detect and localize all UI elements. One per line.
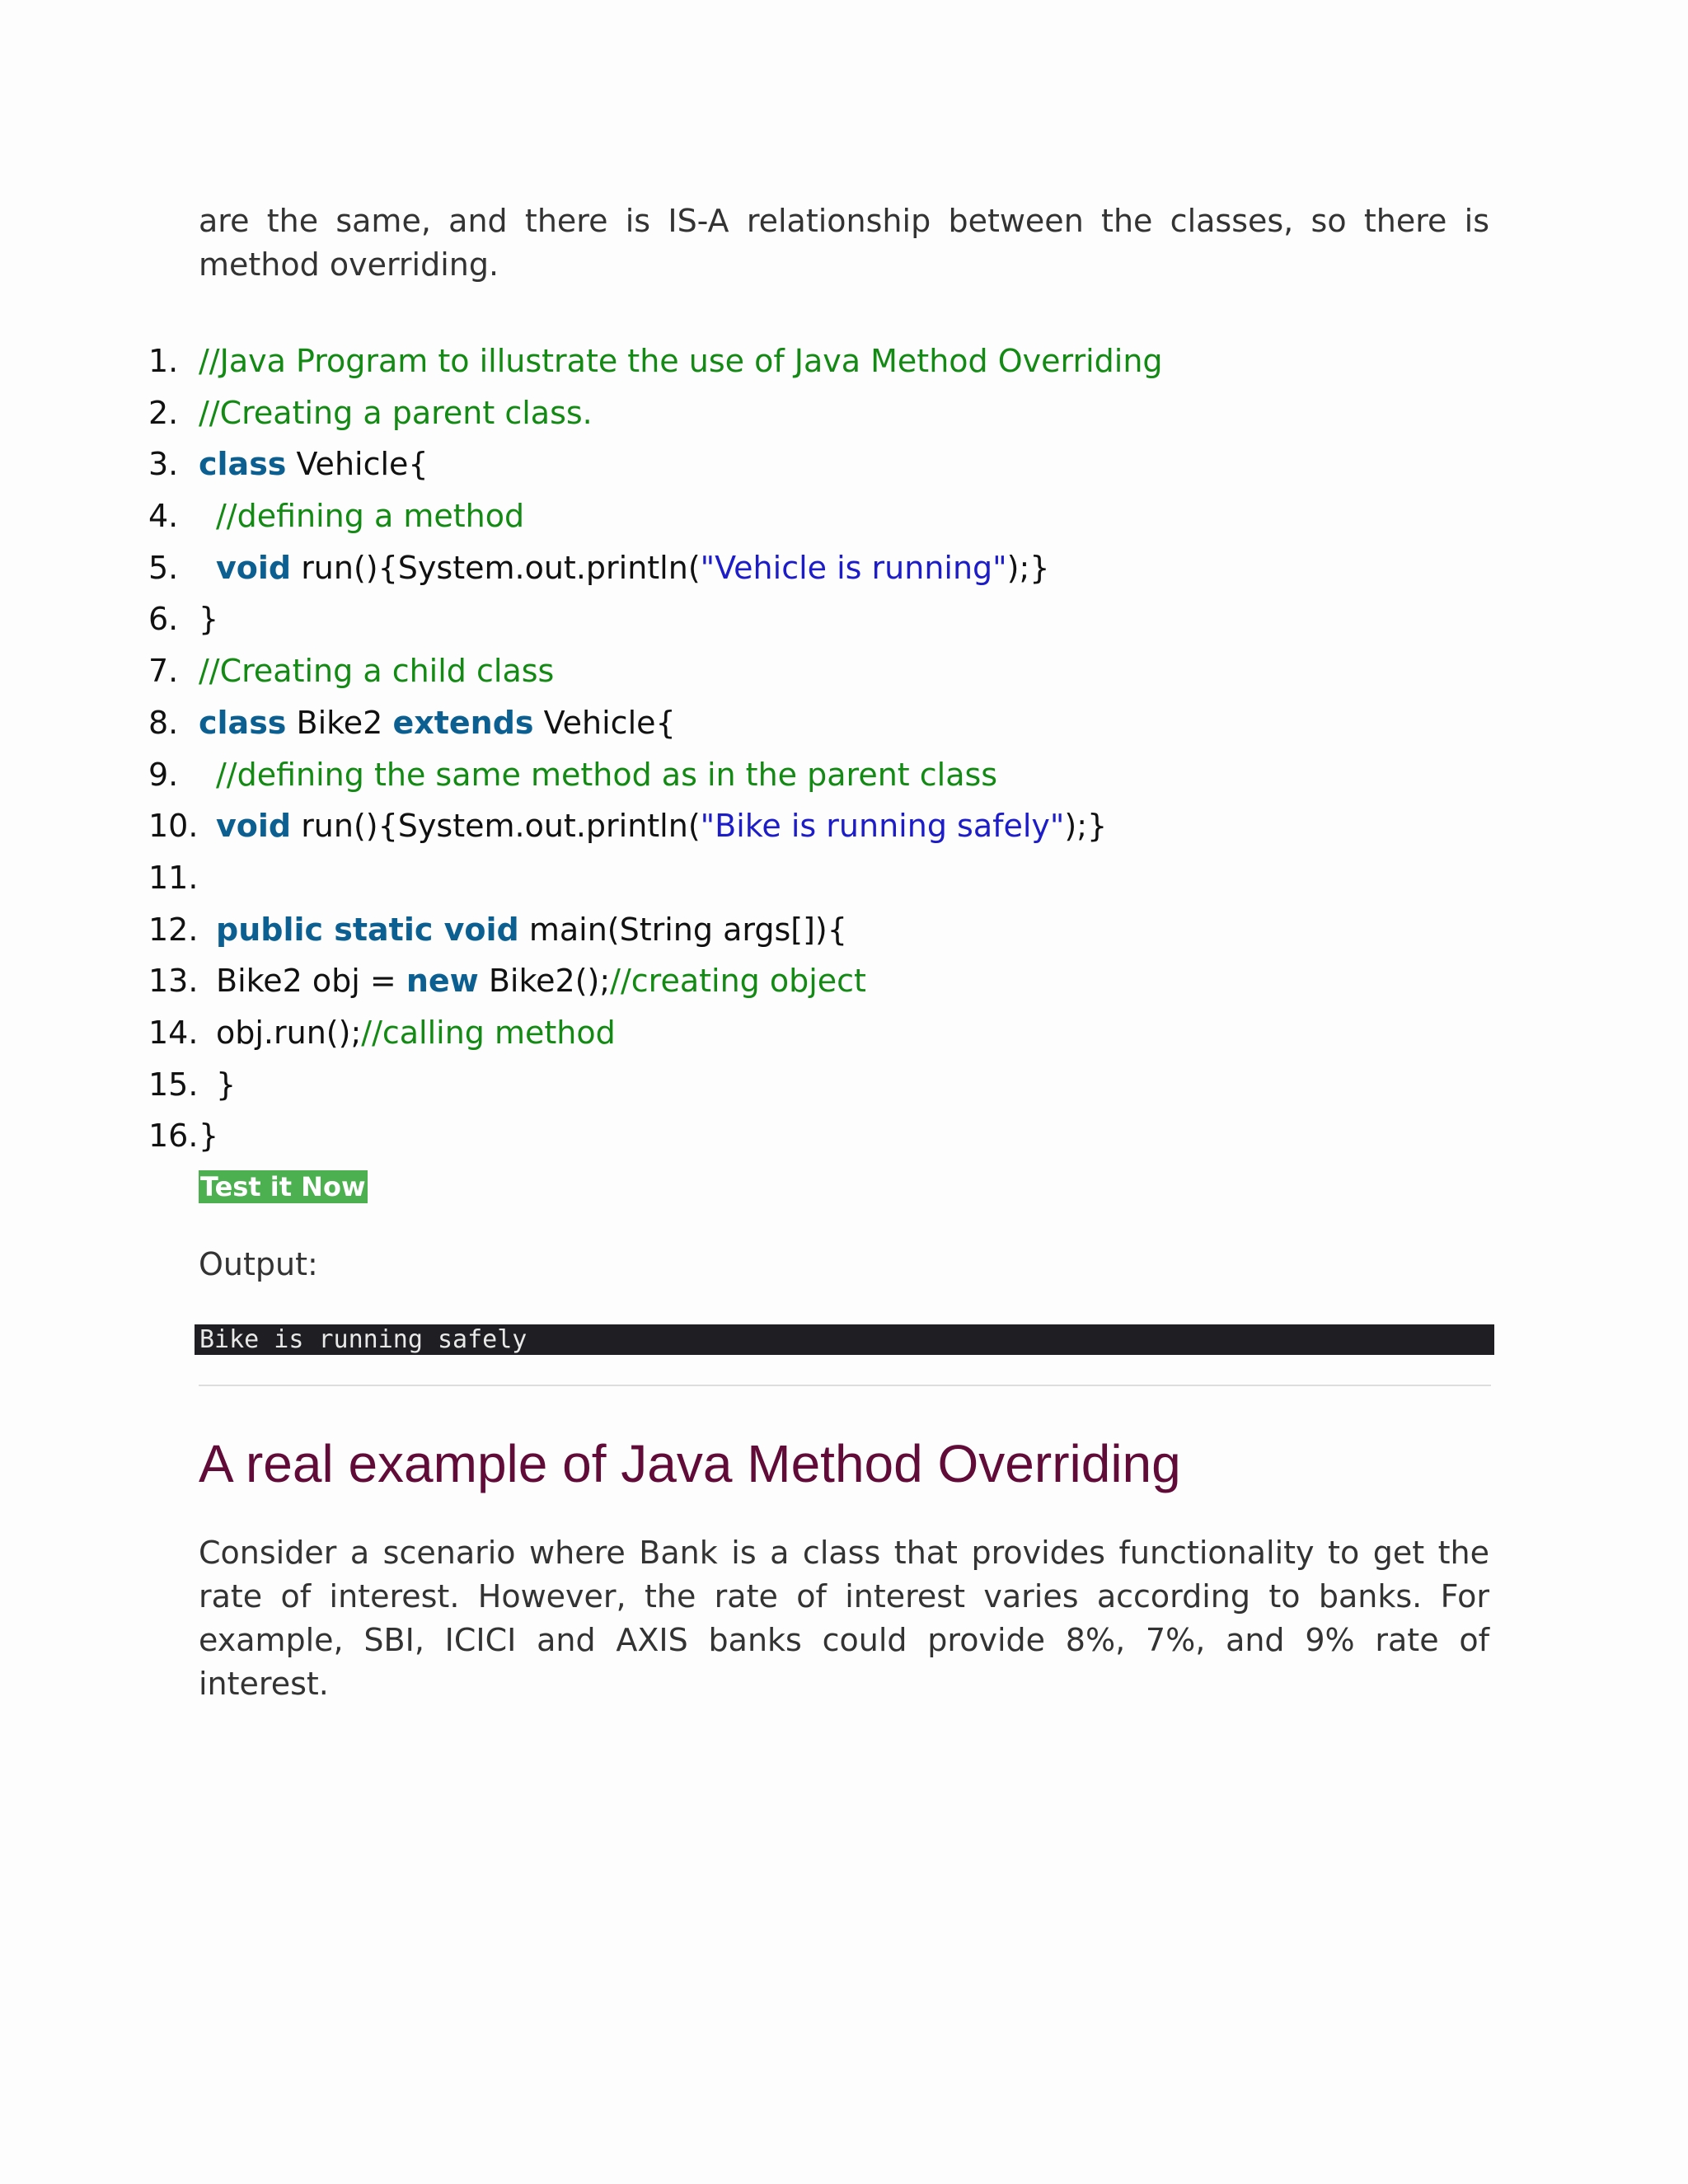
code-line [0, 1110, 1566, 1162]
code-comment: //Creating a child class [199, 653, 555, 690]
code-plain: run(){System.out.println( [291, 808, 701, 845]
code-keyword: void [216, 549, 292, 586]
code-listing [0, 335, 1566, 1162]
scenario-paragraph: Consider a scenario where Bank is a class that provides functionality to get the rate of interest. However, the rate of interest varies according to banks. For example, SBI, ICICI and AXIS banks could provide 8%, 7%, and 9% rate of interest. [199, 1535, 1489, 1702]
section-divider [199, 1385, 1491, 1386]
code-line [0, 438, 1566, 490]
code-plain: Vehicle{ [286, 446, 429, 483]
line-number: 2. [148, 394, 179, 431]
code-line [0, 749, 1566, 801]
line-number: 13. [148, 963, 199, 1000]
output-console: Bike is running safely [195, 1324, 1494, 1355]
code-plain: obj.run(); [216, 1014, 362, 1051]
code-plain: Bike2 obj = [216, 963, 406, 1000]
line-number: 8. [148, 704, 179, 741]
code-plain: Bike2 [286, 704, 393, 741]
code-text [199, 335, 1163, 387]
code-text [216, 490, 524, 542]
code-line [0, 852, 1566, 904]
code-text [199, 387, 593, 439]
line-number: 9. [148, 756, 179, 793]
code-line [0, 1007, 1566, 1059]
code-text [216, 749, 997, 801]
code-text [216, 542, 1049, 594]
code-keyword: public static void [216, 911, 519, 948]
line-number: 15. [148, 1066, 199, 1103]
code-plain: Bike2(); [478, 963, 611, 1000]
code-text [216, 904, 847, 956]
line-number: 4. [148, 498, 179, 535]
line-number: 16. [148, 1118, 199, 1155]
code-text [199, 697, 676, 749]
code-text [199, 593, 218, 645]
code-line [0, 490, 1566, 542]
code-plain: } [199, 1118, 219, 1155]
code-comment: //Creating a parent class. [199, 394, 593, 431]
code-comment: //Java Program to illustrate the use of Java Method Overriding [199, 343, 1163, 379]
code-text [199, 645, 554, 697]
code-plain: run(){System.out.println( [291, 549, 701, 586]
code-plain: );} [1064, 808, 1108, 845]
line-number: 3. [148, 446, 179, 483]
code-text [199, 438, 429, 490]
code-text [216, 800, 1107, 852]
code-comment: //defining the same method as in the parent class [216, 756, 998, 793]
code-line [0, 697, 1566, 749]
code-keyword: extends [392, 704, 534, 741]
line-number: 1. [148, 343, 179, 379]
line-number: 10. [148, 808, 199, 845]
code-line [0, 335, 1566, 387]
line-number: 7. [148, 653, 179, 690]
code-plain: );} [1006, 549, 1050, 586]
line-number: 12. [148, 911, 199, 948]
code-plain: } [199, 601, 219, 638]
code-line [0, 542, 1566, 594]
code-plain: } [216, 1066, 237, 1103]
code-line [0, 955, 1566, 1007]
code-plain: Vehicle{ [533, 704, 676, 741]
section-heading: A real example of Java Method Overriding [199, 1434, 1181, 1493]
code-comment: //calling method [361, 1014, 616, 1051]
code-text [216, 1059, 236, 1111]
line-number: 11. [148, 859, 199, 896]
code-line [0, 645, 1566, 697]
code-keyword: void [216, 808, 292, 845]
code-text [216, 1007, 616, 1059]
line-number: 14. [148, 1014, 199, 1051]
code-string: "Bike is running safely" [700, 808, 1065, 845]
code-line [0, 593, 1566, 645]
code-string: "Vehicle is running" [700, 549, 1007, 586]
code-line [0, 1059, 1566, 1111]
code-plain: main(String args[]){ [518, 911, 847, 948]
test-it-now-button[interactable]: Test it Now [200, 1171, 366, 1202]
code-keyword: new [406, 963, 479, 1000]
code-keyword: class [199, 704, 287, 741]
code-comment: //creating object [610, 963, 866, 1000]
output-label: Output: [199, 1246, 318, 1282]
code-line [0, 904, 1566, 956]
code-comment: //defining a method [216, 498, 525, 535]
code-text [199, 1110, 218, 1162]
code-line [0, 387, 1566, 439]
line-number: 5. [148, 549, 179, 586]
code-keyword: class [199, 446, 287, 483]
code-line [0, 800, 1566, 852]
intro-paragraph: are the same, and there is IS-A relationship between the classes, so there is method overriding. [199, 203, 1489, 283]
code-text [216, 955, 866, 1007]
line-number: 6. [148, 601, 179, 638]
